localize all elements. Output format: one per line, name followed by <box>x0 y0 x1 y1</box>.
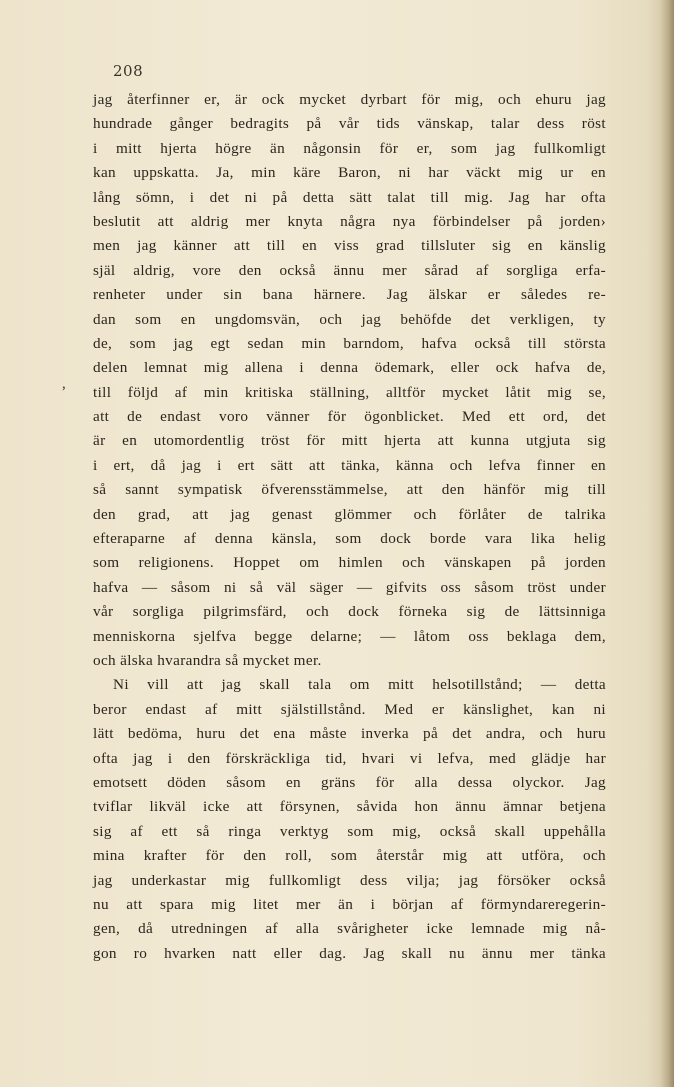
text-line: är en utomordentlig tröst för mitt hjerta att kunna utgjuta sig <box>93 432 606 450</box>
text-line: hundrade gånger bedragits på vår tids vänskap, talar dess röst <box>93 115 606 133</box>
text-line: efteraparne af denna känsla, som dock borde vara lika helig <box>93 530 606 548</box>
page-edge-shadow <box>660 0 674 1087</box>
text-line: att de endast voro vänner för ögonblicket. Med ett ord, det <box>93 408 606 426</box>
text-line: dan som en ungdomsvän, och jag behöfde det verkligen, ty <box>93 310 606 328</box>
text-line: kan uppskatta. Ja, min käre Baron, ni har väckt mig ur en <box>93 164 606 182</box>
text-line: Ni vill att jag skall tala om mitt helsotillstånd; — detta <box>113 676 606 694</box>
text-line: jag återfinner er, är ock mycket dyrbart för mig, och ehuru jag <box>93 91 606 108</box>
text-line: sig af ett så ringa verktyg som mig, också skall uppehålla <box>93 822 606 840</box>
page-number: 208 <box>113 62 144 80</box>
text-line: lång sömn, i det ni på detta sätt talat till mig. Jag har ofta <box>93 188 606 206</box>
text-line: i ert, då jag i ert sätt att tänka, känna och lefva finner en <box>93 456 606 474</box>
text-line: ofta jag i den förskräckliga tid, hvari vi lefva, med glädje har <box>93 749 606 767</box>
text-line: själ aldrig, vore den också ännu mer sårad af sorgliga erfa- <box>93 261 606 279</box>
text-line: men jag känner att till en viss grad tillsluter sig en känslig <box>93 237 606 255</box>
text-line: nu att spara mig litet mer än i början af förmyndareregerin- <box>93 895 606 913</box>
text-line: beror endast af mitt själstillstånd. Med er känslighet, kan ni <box>93 700 606 718</box>
text-line: vår sorgliga pilgrimsfärd, och dock förneka sig de lättsinniga <box>93 603 606 621</box>
text-line: hafva — såsom ni så väl säger — gifvits oss såsom tröst under <box>93 578 606 596</box>
text-line: emotsett döden såsom en gräns för alla dessa olyckor. Jag <box>93 773 606 791</box>
text-line: gen, då utredningen af alla svårigheter icke lemnade mig nå- <box>93 920 606 938</box>
text-line: lätt bedöma, huru det ena måste inverka på det andra, och huru <box>93 725 606 743</box>
text-line: till följd af min kritiska ställning, alltför mycket låtit mig se, <box>93 383 606 401</box>
text-line: renheter under sin bana härnere. Jag älskar er således re- <box>93 286 606 304</box>
text-line: i mitt hjerta högre än någonsin för er, som jag fullkomligt <box>93 139 606 157</box>
margin-mark: , <box>62 376 66 392</box>
text-line: jag underkastar mig fullkomligt dess vilja; jag försöker också <box>93 871 606 889</box>
text-line: delen lemnat mig allena i denna ödemark, eller ock hafva de, <box>93 359 606 377</box>
text-line: den grad, att jag genast glömmer och förlåter de talrika <box>93 505 606 523</box>
text-line: så sannt sympatisk öfverensstämmelse, att den hänför mig till <box>93 481 606 499</box>
text-line: tviflar likväl icke att försynen, såvida hon ännu ämnar betjena <box>93 798 606 816</box>
text-line: och älska hvarandra så mycket mer. <box>93 651 322 669</box>
text-line: menniskorna sjelfva begge delarne; — låtom oss beklaga dem, <box>93 627 606 645</box>
text-line: mina krafter för den roll, som återstår mig att utföra, och <box>93 847 606 865</box>
body-text <box>93 88 606 966</box>
text-line: som religionens. Hoppet om himlen och vänskapen på jorden <box>93 554 606 572</box>
text-line: beslutit att aldrig mer knyta några nya förbindelser på jorden› <box>93 212 606 230</box>
text-line: de, som jag egt sedan min barndom, hafva också till största <box>93 334 606 352</box>
text-line: gon ro hvarken natt eller dag. Jag skall nu ännu mer tänka <box>93 944 606 962</box>
